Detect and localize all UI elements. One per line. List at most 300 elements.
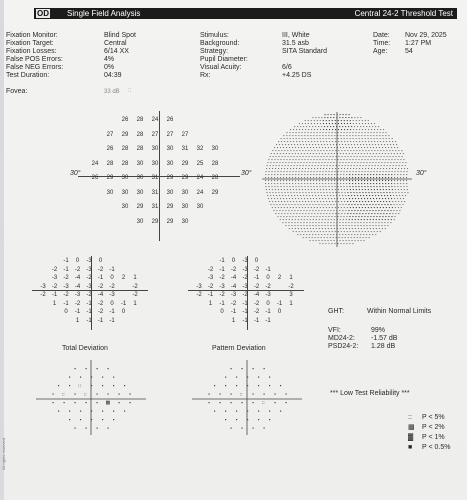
grid-value: -3 xyxy=(242,283,248,290)
greyscale-dot xyxy=(286,177,287,178)
greyscale-dot xyxy=(289,183,290,184)
total-deviation-prob-symbols xyxy=(36,360,146,435)
greyscale-dot xyxy=(324,195,325,196)
greyscale-dot xyxy=(366,144,367,145)
greyscale-dot xyxy=(314,201,315,202)
greyscale-dot xyxy=(321,156,322,157)
greyscale-dot xyxy=(387,204,388,205)
greyscale-dot xyxy=(394,177,395,178)
fovea-value: 33 dB xyxy=(104,89,120,95)
prob-dot xyxy=(58,385,59,386)
greyscale-dot xyxy=(280,198,281,199)
prob-dot xyxy=(236,419,237,420)
greyscale-dot xyxy=(340,219,341,220)
greyscale-dot xyxy=(292,228,293,229)
greyscale-dot xyxy=(342,222,343,223)
greyscale-dot xyxy=(382,216,383,217)
greyscale-dot xyxy=(317,192,318,193)
grid-value: 30 xyxy=(136,175,144,181)
index-label: MD24-2: xyxy=(328,335,355,342)
greyscale-dot xyxy=(333,234,334,235)
greyscale-dot xyxy=(384,204,385,205)
greyscale-dot xyxy=(355,228,356,229)
greyscale-dot xyxy=(390,165,391,166)
greyscale-dot xyxy=(350,123,351,124)
greyscale-dot xyxy=(376,159,377,160)
greyscale-dot xyxy=(339,165,340,166)
greyscale-dot xyxy=(366,162,367,163)
greyscale-dot xyxy=(397,180,398,181)
grid-value: -4 xyxy=(230,283,237,290)
greyscale-dot xyxy=(381,165,382,166)
greyscale-dot xyxy=(358,198,359,199)
greyscale-dot xyxy=(302,150,303,151)
greyscale-dot xyxy=(341,207,342,208)
greyscale-dot xyxy=(335,120,336,121)
greyscale-dot xyxy=(297,210,298,211)
greyscale-dot xyxy=(289,228,290,229)
greyscale-dot xyxy=(282,222,283,223)
greyscale-dot xyxy=(398,192,399,193)
greyscale-dot xyxy=(364,183,365,184)
prob-dot xyxy=(86,428,87,429)
greyscale-dot xyxy=(349,180,350,181)
greyscale-dot xyxy=(365,168,366,169)
greyscale-dot xyxy=(316,159,317,160)
greyscale-dot xyxy=(324,234,325,235)
greyscale-dot xyxy=(343,177,344,178)
greyscale-dot xyxy=(315,156,316,157)
greyscale-dot xyxy=(348,225,349,226)
greyscale-dot xyxy=(293,141,294,142)
greyscale-dot xyxy=(392,201,393,202)
greyscale-dot xyxy=(281,189,282,190)
greyscale-dot xyxy=(355,180,356,181)
greyscale-dot xyxy=(338,150,339,151)
greyscale-dot xyxy=(356,171,357,172)
greyscale-dot xyxy=(294,195,295,196)
greyscale-dot xyxy=(312,165,313,166)
greyscale-dot xyxy=(346,198,347,199)
greyscale-dot xyxy=(289,186,290,187)
greyscale-dot xyxy=(367,180,368,181)
greyscale-dot xyxy=(360,225,361,226)
greyscale-dot xyxy=(341,213,342,214)
greyscale-dot xyxy=(284,189,285,190)
greyscale-dot xyxy=(356,201,357,202)
greyscale-dot xyxy=(385,198,386,199)
greyscale-dot xyxy=(370,216,371,217)
greyscale-dot xyxy=(339,222,340,223)
grid-value: -2 xyxy=(86,275,92,281)
greyscale-dot xyxy=(407,171,408,172)
greyscale-dot xyxy=(282,156,283,157)
pattern-deviation-prob xyxy=(192,360,302,435)
greyscale-dot xyxy=(317,207,318,208)
greyscale-dot xyxy=(302,132,303,133)
greyscale-dot xyxy=(334,159,335,160)
greyscale-dot xyxy=(291,165,292,166)
greyscale-dot xyxy=(306,210,307,211)
greyscale-dot xyxy=(383,207,384,208)
ght-label: GHT: xyxy=(328,308,344,315)
greyscale-dot xyxy=(325,216,326,217)
greyscale-dot xyxy=(303,126,304,127)
grid-value: -2 xyxy=(253,283,260,290)
greyscale-dot xyxy=(267,165,268,166)
greyscale-dot xyxy=(303,222,304,223)
greyscale-dot xyxy=(321,117,322,118)
greyscale-dot xyxy=(384,156,385,157)
greyscale-dot xyxy=(361,186,362,187)
greyscale-dot xyxy=(294,225,295,226)
greyscale-dot xyxy=(345,117,346,118)
greyscale-dot xyxy=(319,243,320,244)
greyscale-dot xyxy=(331,177,332,178)
greyscale-dot xyxy=(334,153,335,154)
greyscale-dot xyxy=(346,216,347,217)
greyscale-dot xyxy=(329,189,330,190)
greyscale-dot xyxy=(306,156,307,157)
greyscale-dot xyxy=(305,201,306,202)
greyscale-dot xyxy=(340,114,341,115)
greyscale-dot xyxy=(294,156,295,157)
greyscale-dot xyxy=(301,135,302,136)
greyscale-dot xyxy=(359,123,360,124)
greyscale-dot xyxy=(360,210,361,211)
grid-value: -1 xyxy=(86,317,92,324)
greyscale-dot xyxy=(336,165,337,166)
greyscale-dot xyxy=(402,195,403,196)
greyscale-dot xyxy=(289,177,290,178)
greyscale-dot xyxy=(390,144,391,145)
greyscale-dot xyxy=(377,129,378,130)
greyscale-dot xyxy=(316,186,317,187)
grid-value: -1 xyxy=(120,300,127,307)
greyscale-dot xyxy=(295,198,296,199)
greyscale-dot xyxy=(357,204,358,205)
greyscale-dot xyxy=(386,192,387,193)
greyscale-dot xyxy=(407,189,408,190)
prob-dot xyxy=(69,419,70,420)
greyscale-dot xyxy=(374,150,375,151)
greyscale-dot xyxy=(403,177,404,178)
greyscale-dot xyxy=(340,216,341,217)
greyscale-dot xyxy=(283,183,284,184)
greyscale-dot xyxy=(338,141,339,142)
greyscale-dot xyxy=(302,192,303,193)
greyscale-dot xyxy=(376,186,377,187)
greyscale-dot xyxy=(283,153,284,154)
greyscale-dot xyxy=(292,180,293,181)
greyscale-dot xyxy=(298,216,299,217)
greyscale-dot xyxy=(392,192,393,193)
greyscale-dot xyxy=(281,150,282,151)
greyscale-dot xyxy=(308,171,309,172)
greyscale-dot xyxy=(377,192,378,193)
greyscale-dot xyxy=(274,186,275,187)
grid-value: -2 xyxy=(207,266,214,273)
greyscale-dot xyxy=(365,141,366,142)
greyscale-dot xyxy=(317,201,318,202)
greyscale-dot xyxy=(333,156,334,157)
greyscale-dot xyxy=(342,210,343,211)
greyscale-dot xyxy=(335,201,336,202)
grid-value: -1 xyxy=(230,309,237,315)
greyscale-dot xyxy=(367,135,368,136)
greyscale-dot xyxy=(340,159,341,160)
greyscale-dot xyxy=(356,189,357,190)
grid-value: -2 xyxy=(97,283,104,290)
greyscale-dot xyxy=(286,135,287,136)
greyscale-dot xyxy=(325,186,326,187)
greyscale-dot xyxy=(338,129,339,130)
prob-symbol: :: xyxy=(61,391,65,398)
grid-value: 1 xyxy=(289,300,293,307)
greyscale-dot xyxy=(304,147,305,148)
greyscale-dot xyxy=(392,213,393,214)
prob-dot xyxy=(269,377,270,378)
greyscale-dot xyxy=(403,198,404,199)
greyscale-dot xyxy=(323,168,324,169)
greyscale-dot xyxy=(349,198,350,199)
greyscale-dot xyxy=(312,162,313,163)
greyscale-dot xyxy=(361,180,362,181)
greyscale-dot xyxy=(312,222,313,223)
prob-dot xyxy=(108,368,109,369)
greyscale-dot xyxy=(374,213,375,214)
greyscale-dot xyxy=(331,228,332,229)
greyscale-dot xyxy=(346,174,347,175)
greyscale-dot xyxy=(390,204,391,205)
grid-value: 24 xyxy=(151,117,159,123)
greyscale-dot xyxy=(283,180,284,181)
greyscale-dot xyxy=(297,204,298,205)
greyscale-dot xyxy=(338,123,339,124)
greyscale-dot xyxy=(355,240,356,241)
grid-value: -2 xyxy=(40,292,46,298)
greyscale-dot xyxy=(351,225,352,226)
greyscale-dot xyxy=(312,204,313,205)
greyscale-dot xyxy=(315,225,316,226)
greyscale-dot xyxy=(339,144,340,145)
greyscale-dot xyxy=(362,150,363,151)
greyscale-dot xyxy=(386,150,387,151)
grid-value: -4 xyxy=(97,292,104,298)
greyscale-dot xyxy=(320,141,321,142)
greyscale-dot xyxy=(308,207,309,208)
greyscale-dot xyxy=(298,183,299,184)
greyscale-dot xyxy=(318,117,319,118)
greyscale-dot xyxy=(352,240,353,241)
prob-symbol: :: xyxy=(83,391,87,398)
greyscale-dot xyxy=(338,201,339,202)
greyscale-dot xyxy=(359,138,360,139)
greyscale-dot xyxy=(372,156,373,157)
greyscale-dot xyxy=(345,165,346,166)
greyscale-dot xyxy=(307,177,308,178)
greyscale-dot xyxy=(326,207,327,208)
greyscale-dot xyxy=(369,222,370,223)
greyscale-dot xyxy=(397,198,398,199)
greyscale-dot xyxy=(340,153,341,154)
grid-value: 31 xyxy=(151,204,159,210)
greyscale-dot xyxy=(302,189,303,190)
grid-value: -1 xyxy=(86,300,92,307)
greyscale-dot xyxy=(349,135,350,136)
greyscale-dot xyxy=(340,228,341,229)
greyscale-dot xyxy=(362,132,363,133)
greyscale-dot xyxy=(358,240,359,241)
total-deviation-prob xyxy=(36,360,146,435)
greyscale-dot xyxy=(378,126,379,127)
greyscale-dot xyxy=(318,165,319,166)
greyscale-dot xyxy=(354,195,355,196)
greyscale-dot xyxy=(347,168,348,169)
greyscale-dot xyxy=(311,201,312,202)
greyscale-dot xyxy=(331,216,332,217)
axis-label-left: 30° xyxy=(70,170,81,177)
greyscale-dot xyxy=(338,120,339,121)
greyscale-dot xyxy=(347,192,348,193)
greyscale-dot xyxy=(265,177,266,178)
grid-value: -3 xyxy=(219,283,225,290)
greyscale-dot xyxy=(349,186,350,187)
greyscale-dot xyxy=(339,195,340,196)
greyscale-dot xyxy=(328,147,329,148)
greyscale-dot xyxy=(282,210,283,211)
greyscale-dot xyxy=(375,165,376,166)
greyscale-dot xyxy=(318,234,319,235)
greyscale-dot xyxy=(301,177,302,178)
grid-value: 24 xyxy=(196,175,204,181)
greyscale-dot xyxy=(318,237,319,238)
greyscale-dot xyxy=(316,216,317,217)
greyscale-dot xyxy=(351,117,352,118)
greyscale-dot xyxy=(368,129,369,130)
greyscale-dot xyxy=(274,159,275,160)
greyscale-dot xyxy=(402,162,403,163)
greyscale-dot xyxy=(268,186,269,187)
greyscale-dot xyxy=(287,207,288,208)
grid-value: -1 xyxy=(51,292,58,298)
greyscale-dot xyxy=(400,186,401,187)
greyscale-dot xyxy=(293,231,294,232)
greyscale-dot xyxy=(291,210,292,211)
grid-value: 29 xyxy=(166,218,174,225)
greyscale-dot xyxy=(340,147,341,148)
greyscale-dot xyxy=(333,204,334,205)
greyscale-dot xyxy=(286,219,287,220)
greyscale-dot xyxy=(320,129,321,130)
greyscale-dot xyxy=(381,222,382,223)
greyscale-dot xyxy=(328,216,329,217)
greyscale-dot xyxy=(275,189,276,190)
prob-dot xyxy=(253,402,254,403)
greyscale-dot xyxy=(361,159,362,160)
grid-value: 30 xyxy=(166,160,174,167)
greyscale-dot xyxy=(356,231,357,232)
prob-dot xyxy=(53,402,54,403)
greyscale-dot xyxy=(380,213,381,214)
greyscale-dot xyxy=(328,114,329,115)
greyscale-dot xyxy=(338,213,339,214)
prob-dot xyxy=(209,394,210,395)
grid-value: 1 xyxy=(289,275,293,281)
greyscale-dot xyxy=(347,141,348,142)
greyscale-dot xyxy=(266,192,267,193)
info-label: Age: xyxy=(373,48,388,55)
greyscale-dot xyxy=(327,156,328,157)
prob-dot xyxy=(253,428,254,429)
greyscale-dot xyxy=(293,213,294,214)
greyscale-dot xyxy=(381,156,382,157)
greyscale-dot xyxy=(397,174,398,175)
greyscale-dot xyxy=(321,222,322,223)
greyscale-dot xyxy=(269,192,270,193)
greyscale-dot xyxy=(302,231,303,232)
greyscale-dot xyxy=(336,237,337,238)
greyscale-dot xyxy=(378,222,379,223)
greyscale-dot xyxy=(349,228,350,229)
index-value: -1.57 dB xyxy=(371,335,398,342)
greyscale-dot xyxy=(330,210,331,211)
greyscale-dot xyxy=(374,207,375,208)
greyscale-dot xyxy=(301,219,302,220)
greyscale-dot xyxy=(283,174,284,175)
greyscale-dot xyxy=(350,231,351,232)
greyscale-dot xyxy=(349,147,350,148)
greyscale-dot xyxy=(311,207,312,208)
grid-value: 30 xyxy=(121,189,129,196)
greyscale-dot xyxy=(388,186,389,187)
grid-value: 1 xyxy=(231,317,236,324)
greyscale-dot xyxy=(388,159,389,160)
greyscale-dot xyxy=(332,192,333,193)
greyscale-dot xyxy=(317,141,318,142)
greyscale-dot xyxy=(364,228,365,229)
greyscale-dot xyxy=(297,126,298,127)
greyscale-dot xyxy=(363,126,364,127)
greyscale-dot xyxy=(332,141,333,142)
greyscale-dot xyxy=(337,243,338,244)
greyscale-dot xyxy=(299,189,300,190)
prob-dot xyxy=(80,411,81,412)
greyscale-dot xyxy=(341,171,342,172)
greyscale-dot xyxy=(323,141,324,142)
greyscale-dot xyxy=(328,177,329,178)
greyscale-dot xyxy=(322,147,323,148)
greyscale-dot xyxy=(320,171,321,172)
greyscale-dot xyxy=(342,225,343,226)
test-name: Central 24-2 Threshold Test xyxy=(354,9,453,18)
grid-value: -3 xyxy=(230,292,237,298)
greyscale-dot xyxy=(308,201,309,202)
greyscale-dot xyxy=(297,162,298,163)
greyscale-dot xyxy=(305,213,306,214)
greyscale-dot xyxy=(343,186,344,187)
greyscale-dot xyxy=(352,174,353,175)
greyscale-dot xyxy=(351,234,352,235)
greyscale-dot xyxy=(271,177,272,178)
greyscale-dot xyxy=(406,177,407,178)
greyscale-dot xyxy=(331,135,332,136)
greyscale-dot xyxy=(309,144,310,145)
greyscale-dot xyxy=(389,168,390,169)
greyscale-dot xyxy=(303,156,304,157)
greyscale-dot xyxy=(391,186,392,187)
greyscale-dot xyxy=(300,234,301,235)
